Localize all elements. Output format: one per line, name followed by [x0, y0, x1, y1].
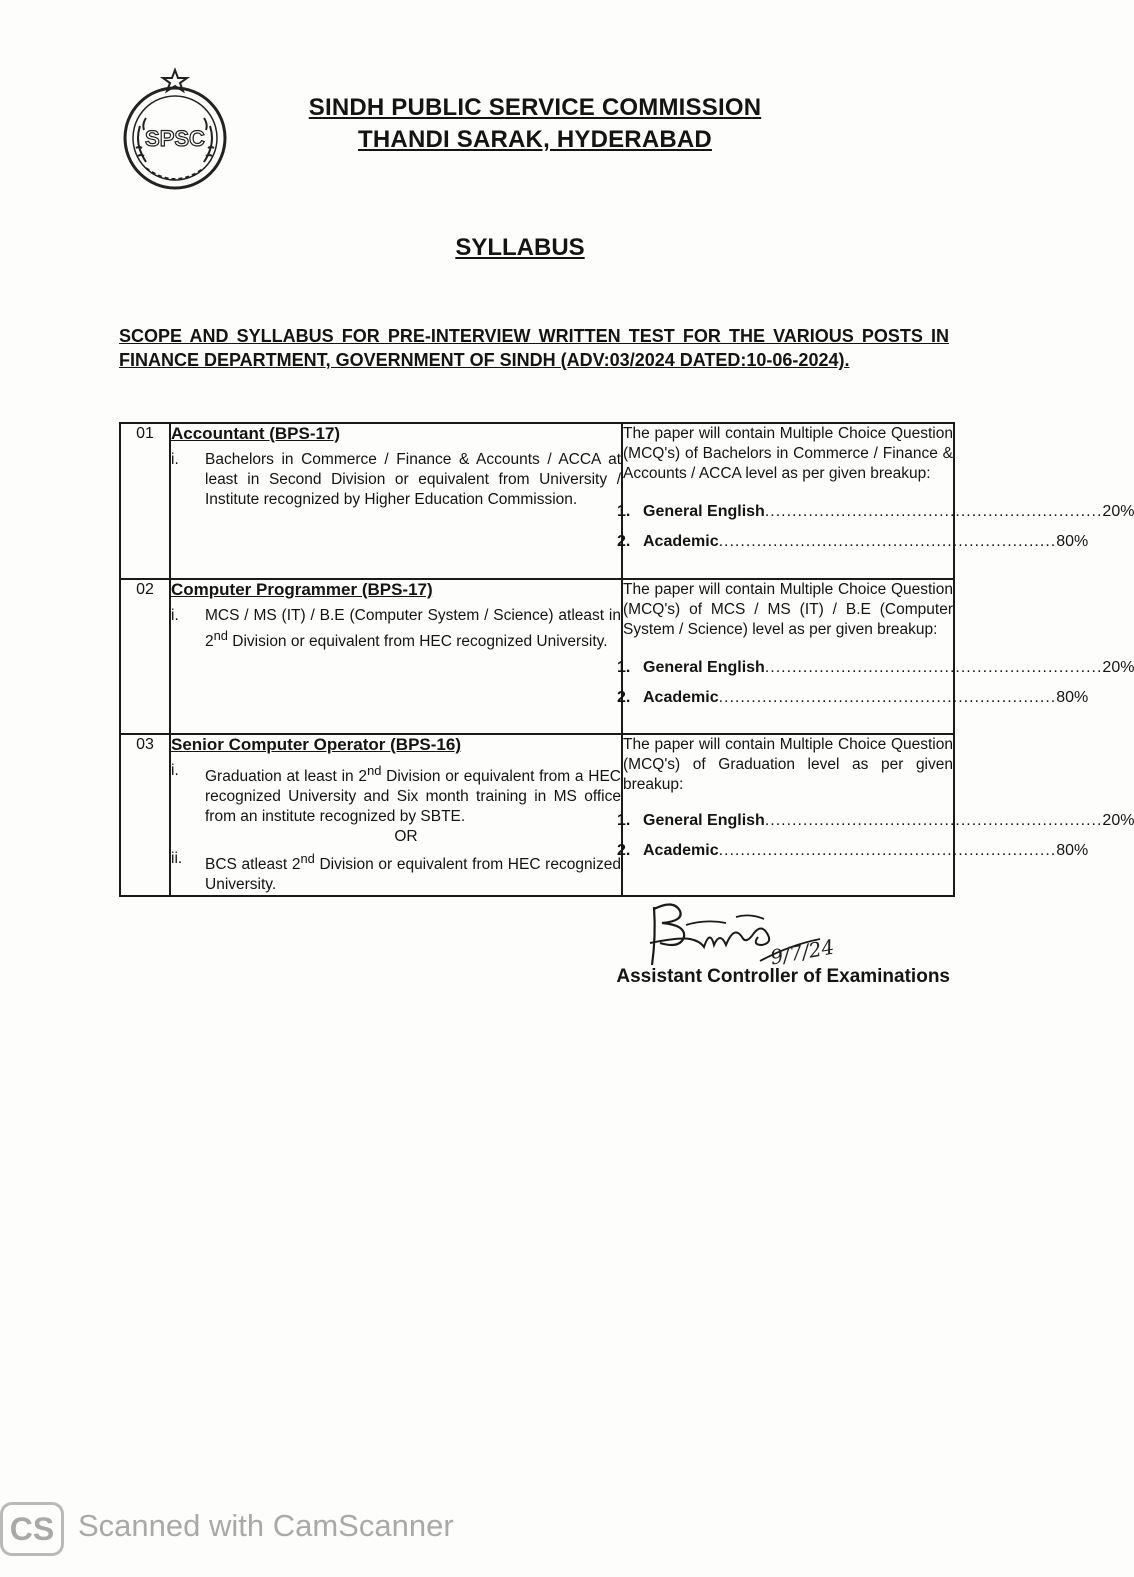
requirement-number: i.: [171, 451, 179, 468]
breakup-percent: 80%: [1056, 533, 1089, 550]
requirement-item: [171, 450, 621, 510]
breakup-number: 1.: [617, 812, 631, 829]
requirement-number: i.: [171, 607, 179, 624]
breakup-item: [617, 658, 1134, 678]
camscanner-watermark: Scanned with CamScanner: [78, 1508, 454, 1543]
requirement-text: [205, 761, 621, 827]
requirement-number: i.: [171, 762, 179, 779]
requirement-item: [171, 761, 621, 827]
table-row: [120, 579, 954, 734]
breakup-label: Academic: [643, 533, 719, 550]
requirement-text: [205, 606, 621, 652]
breakup-item: [617, 502, 1134, 522]
post-number: 02: [120, 579, 170, 734]
breakup-item: [617, 688, 1089, 708]
organization-address: THANDI SARAK, HYDERABAD: [358, 126, 712, 153]
leader-dots: ..............................................................: [718, 842, 1057, 859]
requirement-item: [171, 606, 621, 652]
paper-cell: [617, 423, 1134, 579]
table-row: [120, 734, 954, 896]
camscanner-logo: CS: [0, 1502, 64, 1556]
paper-description: The paper will contain Multiple Choice Question (MCQ's) of Bachelors in Commerce / Finance & Accounts / ACCA level as per given breakup:: [623, 425, 953, 482]
or-separator: OR: [394, 828, 418, 846]
paper-description: The paper will contain Multiple Choice Question (MCQ's) of MCS / MS (IT) / B.E (Computer System / Science) level as per given breakup:: [623, 581, 953, 638]
breakup-item: [617, 841, 1089, 861]
paper-description: The paper will contain Multiple Choice Question (MCQ's) of Graduation level as per given breakup:: [623, 736, 953, 793]
breakup-percent: 80%: [1056, 842, 1089, 859]
breakup-percent: 20%: [1102, 812, 1134, 829]
requirement-number: ii.: [171, 850, 183, 868]
breakup-label: General English: [643, 659, 765, 676]
post-number: 03: [120, 734, 170, 896]
syllabus-table: [119, 422, 1134, 897]
leader-dots: ..............................................................: [764, 503, 1103, 520]
breakup-number: 2.: [617, 689, 631, 706]
spsc-seal-logo: [116, 68, 234, 192]
ordinal-suffix: nd: [213, 628, 228, 643]
organization-header: [270, 92, 800, 156]
breakup-item: [617, 811, 1134, 831]
breakup-number: 2.: [617, 842, 631, 859]
requirement-text-part: Division or equivalent from HEC recognized University.: [227, 633, 608, 651]
breakup-label: Academic: [643, 842, 719, 859]
leader-dots: ..............................................................: [718, 689, 1057, 706]
breakup-percent: 80%: [1056, 689, 1089, 706]
document-title: SYLLABUS: [455, 234, 585, 261]
post-title: Senior Computer Operator (BPS-16): [171, 735, 461, 754]
post-title: Accountant (BPS-17): [171, 424, 341, 443]
breakup-item: [617, 532, 1089, 552]
post-cell: [170, 734, 622, 896]
breakup-number: 1.: [617, 659, 631, 676]
post-cell: [170, 579, 622, 734]
breakup-number: 2.: [617, 533, 631, 550]
ordinal-suffix: nd: [300, 851, 315, 867]
requirement-text-part: BCS atleast 2: [205, 856, 301, 874]
breakup-label: Academic: [643, 689, 719, 706]
breakup-percent: 20%: [1102, 503, 1134, 520]
organization-name: SINDH PUBLIC SERVICE COMMISSION: [308, 94, 762, 121]
breakup-label: General English: [643, 503, 765, 520]
post-cell: [170, 423, 622, 579]
requirement-text: [205, 849, 621, 895]
post-title: Computer Programmer (BPS-17): [171, 580, 433, 599]
paper-cell: [617, 579, 1134, 734]
requirement-text-part: Division or equivalent from a HEC recognized University and Six month training in MS office from an institute recognized by SBTE.: [205, 768, 621, 826]
paper-cell: [617, 734, 1134, 896]
leader-dots: ..............................................................: [764, 659, 1103, 676]
table-row: [120, 423, 954, 579]
signatory-designation: Assistant Controller of Examinations: [616, 966, 950, 987]
requirement-text: Bachelors in Commerce / Finance & Accounts / ACCA at least in Second Division or equivalent from University / Institute recognized by Higher Education Commission.: [205, 451, 621, 508]
post-number: 01: [120, 423, 170, 579]
ordinal-suffix: nd: [367, 763, 382, 778]
leader-dots: ..............................................................: [718, 533, 1057, 550]
requirement-item: [171, 849, 621, 895]
signature-date: 9/7/24: [768, 934, 836, 970]
breakup-number: 1.: [617, 503, 631, 520]
requirement-text-part: Division or equivalent from HEC recognized University.: [205, 856, 621, 894]
scope-heading: SCOPE AND SYLLABUS FOR PRE-INTERVIEW WRITTEN TEST FOR THE VARIOUS POSTS IN FINANCE DEPARTMENT, GOVERNMENT OF SINDH (ADV:03/2024 DATED:10-06-2024).: [119, 326, 949, 370]
requirement-text-part: MCS / MS (IT) / B.E (Computer System / Science) atleast in 2: [205, 607, 621, 651]
breakup-percent: 20%: [1102, 659, 1134, 676]
requirement-text-part: Graduation at least in 2: [205, 768, 368, 786]
leader-dots: ..............................................................: [764, 812, 1103, 829]
seal-text: SPSC: [145, 126, 205, 151]
breakup-label: General English: [643, 812, 765, 829]
